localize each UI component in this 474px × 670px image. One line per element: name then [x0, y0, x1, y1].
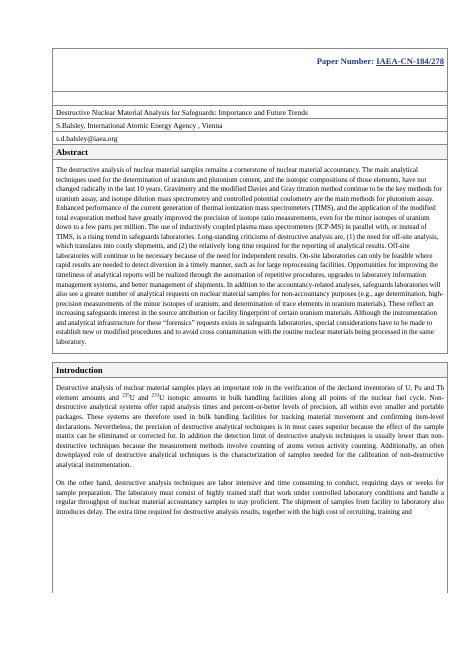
section-gap [52, 354, 448, 362]
paper-number-row [52, 48, 448, 92]
author-line: S.Balsley, International Atomic Energy Agency , Vienna [52, 119, 448, 132]
paper-title: Destructive Nuclear Material Analysis for Safeguards: Importance and Future Trends [52, 106, 448, 119]
paper-frame [52, 48, 448, 593]
abstract-text: The destructive analysis of nuclear material samples remains a cornerstone of nuclear material accountancy. The main analytical techniques used for the determination of uranium and plutonium content, and the isotopic compositions of those elements, have not changed radically in the last 10 years. Gravimetry and the modified Davies and Gray titration method continue to be the key methods for uranium assay, and isotope dilution mass spectrometry and controlled potential coulometry are the main methods for plutonium assay. Enhanced performance of the current generation of thermal ionization mass spectrometers (TIMS), and the application of the modified total evaporation method have greatly improved the precision of isotope ratio measurements, even for the minor isotopes of uranium down to a few parts per million. The use of inductively coupled plasma mass spectrometers (ICP-MS) in parallel with, or instead of TIMS, is a rising trend in safeguards laboratories. Long-standing criticisms of destructive analysis are, (1) the need for off-site analysis, which translates into costly shipments, and (2) the relatively long time required for the reporting of analytical results. Off-site laboratories will continue to be necessary because of the need for independent results. On-site laboratories can only be feasible where rapid results are needed to detect diversion in a timely manner, such as for large reprocessing facilities. Opportunities for improving the timeliness of analytical reports will be realized through the automation of repetitive procedures, upgrades to laboratory information management systems, and better management of shipments. In addition to the accountancy-related analyses, safeguards laboratories will also see a greater number of analytical requests on nuclear material samples for non-accountancy purposes (e.g., age determination, high-precision measurements of the minor isotopes of uranium, and determination of trace elements in uranium materials). These reflect an increasing safeguards interest in the source attribution or facility fingerprint of certain uranium materials. Although the instrumentation and analytical infrastructure for these “forensics” requests exists in safeguards laboratories, special considerations have to be made to establish new or modified procedures and to avoid cross contamination with the routine nuclear materials being processed in the same laboratory. [52, 160, 448, 354]
blank-row [52, 92, 448, 106]
paper-number-value[interactable]: IAEA-CN-184/278 [376, 56, 444, 66]
author-email: s.d.balsley@iaea.org [52, 132, 448, 145]
introduction-paragraph-1: Destructive analysis of nuclear material samples plays an important role in the verification of the declared inventories of U, Pu and Th element amounts and $^{235}$U and $^{233}$U isotopic amounts in bulk handling facilities along all points of the nuclear fuel cycle. Non-destructive analytical systems offer rapid analysis times and percent-or-better levels of precision, all within ever smaller and portable packages. These systems are therefore used in bulk handling facilities for tracking material movement and confirming item-level declarations. Nevertheless, the precision of destructive analytical techniques is in most cases superior because the effect of the sample matrix can be eliminated or corrected for. In addition the detection limit of destructive analysis techniques is usually lower than non-destructive techniques because the measurement methods involve counting of atoms versus activity counting. Additionally, an often downplayed role of destructive analytical techniques is the characterization of samples needed for the calibration of non-destructive analytical instrumentation. [56, 384, 444, 469]
introduction-text [52, 378, 448, 593]
paper-number-label: Paper Number: [316, 56, 377, 66]
introduction-heading: Introduction [52, 362, 448, 378]
introduction-paragraph-2: On the other hand, destructive analysis techniques are labor intensive and time consuming to conduct, requiring days or weeks for sample preparation. The laboratory must consist of highly trained staff that work under controlled laboratory conditions and handle a regular throughput of nuclear material accountancy samples to stay proficient. The shipment of samples from facility to laboratory also introduces delay. The extra time required for destructive analysis results, together with the high cost of recruiting, training and [56, 479, 444, 516]
abstract-heading: Abstract [52, 145, 448, 160]
